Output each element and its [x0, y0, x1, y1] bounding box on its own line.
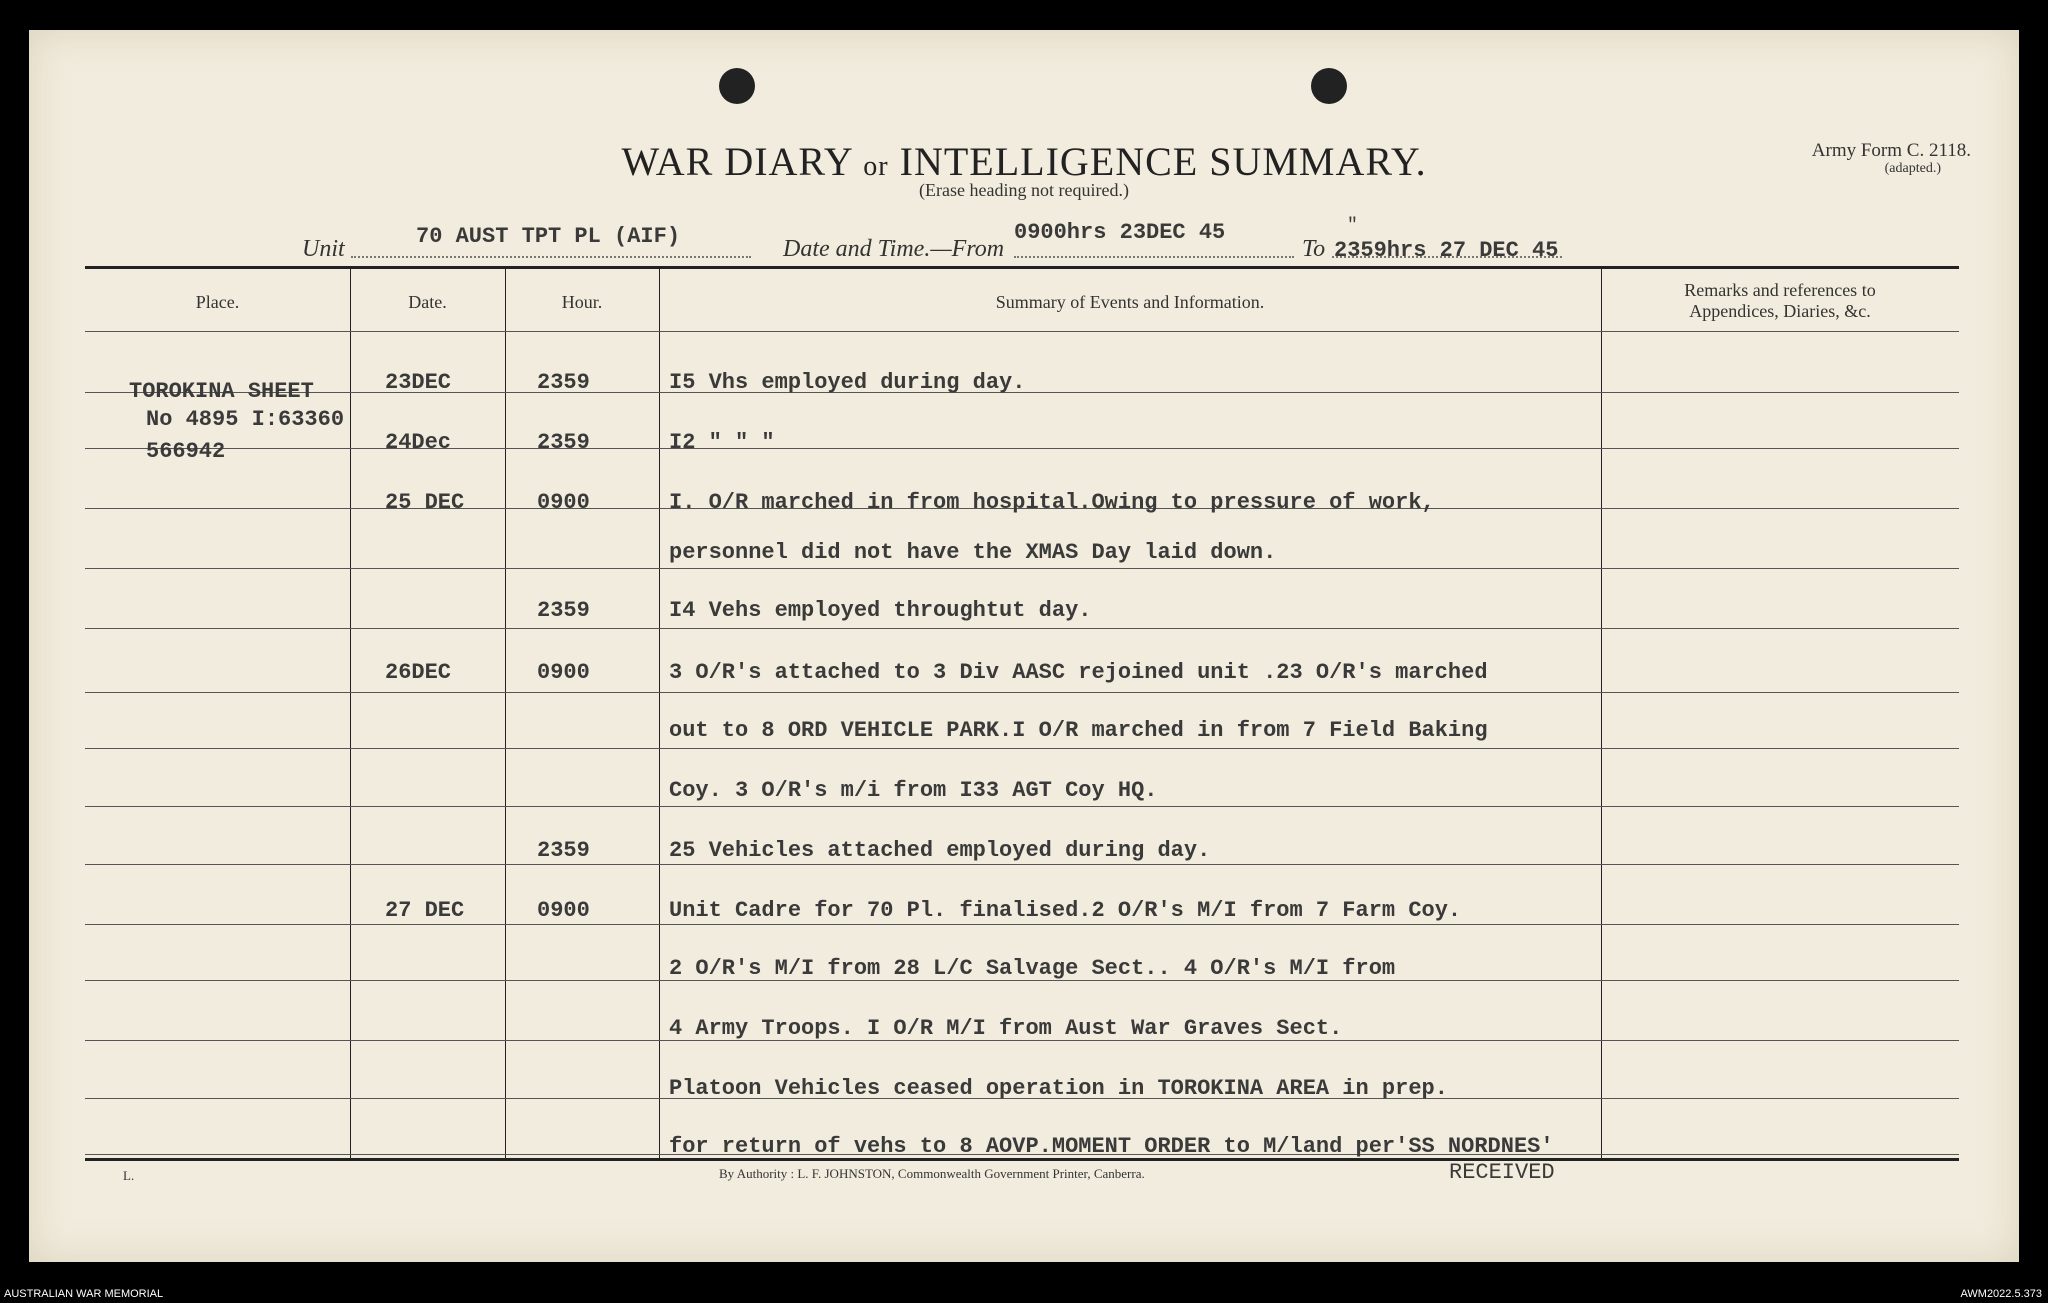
- ruled-line: [85, 628, 1959, 629]
- row-summary-text: Coy. 3 O/R's m/i from I33 AGT Coy HQ.: [669, 778, 1158, 803]
- row-date: 23DEC: [385, 370, 452, 395]
- row-hour: 2359: [537, 430, 590, 455]
- datetime-label: Date and Time.—From: [783, 236, 1005, 262]
- header-date: Date.: [408, 292, 447, 312]
- erase-note: (Erase heading not required.): [919, 180, 1129, 200]
- received-stamp: RECEIVED: [1449, 1160, 1555, 1185]
- punch-hole: [719, 68, 755, 104]
- from-value: 0900hrs 23DEC 45: [1014, 220, 1226, 245]
- punch-hole: [1311, 68, 1347, 104]
- row-summary-text: out to 8 ORD VEHICLE PARK.I O/R marched in from 7 Field Baking: [669, 718, 1488, 743]
- row-hour: 0900: [537, 490, 590, 515]
- to-ditto-mark: ": [1347, 216, 1358, 236]
- unit-label: Unit: [302, 236, 345, 262]
- caption-left: AUSTRALIAN WAR MEMORIAL: [4, 1288, 164, 1300]
- to-value: 2359hrs 27 DEC 45: [1334, 238, 1559, 263]
- ruled-line: [85, 806, 1959, 807]
- header-summary: Summary of Events and Information.: [995, 292, 1265, 312]
- place-entry: TOROKINA SHEET: [129, 379, 314, 404]
- row-summary-text: 3 O/R's attached to 3 Div AASC rejoined unit .23 O/R's marched: [669, 660, 1488, 685]
- table-top-rule: [85, 266, 1959, 269]
- col-divider-place: [350, 268, 351, 1160]
- army-form-label: Army Form C. 2118.: [1811, 140, 1971, 161]
- unit-value: 70 AUST TPT PL (AIF): [416, 224, 681, 249]
- row-summary-text: I. O/R marched in from hospital.Owing to pressure of work,: [669, 490, 1435, 515]
- row-date: 25 DEC: [385, 490, 465, 515]
- unit-dotted-line: [351, 256, 751, 258]
- header-place: Place.: [195, 292, 240, 312]
- row-hour: 2359: [537, 838, 590, 863]
- row-date: 27 DEC: [385, 898, 465, 923]
- header-remarks-line2: Appendices, Diaries, &c.: [1689, 301, 1871, 321]
- row-summary-text: 4 Army Troops. I O/R M/I from Aust War Graves Sect.: [669, 1016, 1343, 1041]
- ruled-line: [85, 568, 1959, 569]
- header-remarks-line1: Remarks and references to: [1684, 280, 1876, 300]
- war-diary-sheet: [29, 30, 2019, 1262]
- ruled-line: [85, 748, 1959, 749]
- title-part2: INTELLIGENCE SUMMARY.: [899, 139, 1427, 184]
- title-or: or: [863, 151, 889, 182]
- row-summary-text: I2 " " ": [669, 430, 775, 455]
- header-rule: [85, 331, 1959, 332]
- row-summary-text: personnel did not have the XMAS Day laid down.: [669, 540, 1277, 565]
- row-hour: 2359: [537, 598, 590, 623]
- row-hour: 2359: [537, 370, 590, 395]
- form-title: [29, 138, 2019, 185]
- ruled-line: [85, 692, 1959, 693]
- caption-right: AWM2022.5.373: [1960, 1288, 2042, 1300]
- place-entry: No 4895 I:63360: [146, 407, 345, 432]
- title-part1: WAR DIARY: [621, 139, 853, 184]
- row-date: 26DEC: [385, 660, 452, 685]
- row-hour: 0900: [537, 660, 590, 685]
- row-summary-text: 2 O/R's M/I from 28 L/C Salvage Sect.. 4 O/R's M/I from: [669, 956, 1396, 981]
- row-summary-text: for return of vehs to 8 AOVP.MOMENT ORDER to M/land per'SS NORDNES': [669, 1134, 1554, 1159]
- place-entry: 566942: [146, 439, 226, 464]
- col-divider-summary: [1601, 268, 1602, 1160]
- row-summary-text: Platoon Vehicles ceased operation in TOROKINA AREA in prep.: [669, 1076, 1448, 1101]
- col-divider-hour: [659, 268, 660, 1160]
- row-summary-text: I5 Vhs employed during day.: [669, 370, 1026, 395]
- footer-left-mark: L.: [123, 1168, 135, 1183]
- col-divider-date: [505, 268, 506, 1160]
- from-dotted-line: [1014, 256, 1294, 258]
- row-summary-text: 25 Vehicles attached employed during day.: [669, 838, 1211, 863]
- footer-authority: By Authority : L. F. JOHNSTON, Commonwealth Government Printer, Canberra.: [719, 1166, 1145, 1181]
- header-hour: Hour.: [561, 292, 603, 312]
- to-label: To: [1302, 236, 1326, 262]
- row-summary-text: I4 Vehs employed throughtut day.: [669, 598, 1092, 623]
- ruled-line: [85, 448, 1959, 449]
- header-remarks: [1601, 280, 1959, 322]
- army-form-sub: (adapted.): [1884, 161, 1941, 176]
- ruled-line: [85, 924, 1959, 925]
- army-form-number: [1812, 142, 1971, 178]
- row-summary-text: Unit Cadre for 70 Pl. finalised.2 O/R's M/I from 7 Farm Coy.: [669, 898, 1462, 923]
- row-hour: 0900: [537, 898, 590, 923]
- row-date: 24Dec: [385, 430, 452, 455]
- ruled-line: [85, 864, 1959, 865]
